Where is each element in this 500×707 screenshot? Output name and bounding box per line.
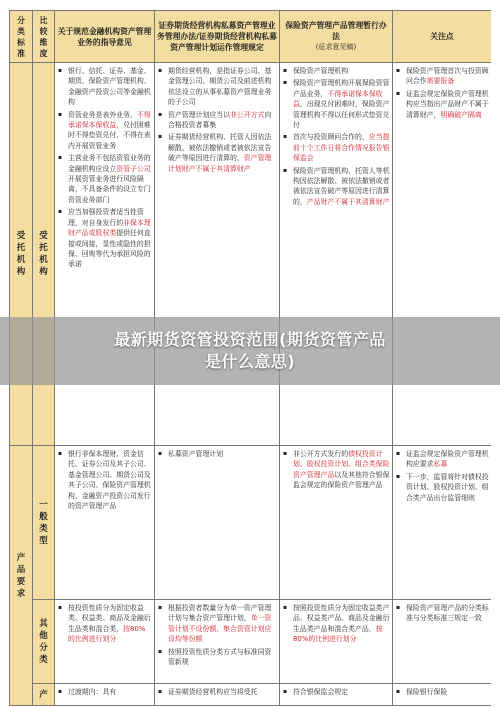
highlight-text: 明确破产隔离 (440, 110, 482, 119)
table-row (10, 446, 492, 600)
bullet-text: 按照投资性质分为固定收益类产品、权益类产品、商品及金融衍生品类产品和混合类产品， (293, 604, 390, 633)
bullet-item (282, 603, 390, 645)
row-dimension: 受托机构 (33, 63, 55, 446)
bullet-item (157, 110, 277, 131)
cell-securities (155, 446, 280, 600)
bullet-text: 证券期货经营机构应当将受托 (168, 688, 258, 696)
bullet-text: 保险资产管理机构、托管人等机构因依法解散、被依法撤销或者被依法宣告破产等原因进行清算的， (293, 166, 390, 206)
bullet-text-tail: 以及其他符合银保监会规定的保险资产管理产品 (293, 470, 390, 490)
header-insurance-rules: 保险资产管理产品管理暂行办法 (征求意见稿) (280, 11, 393, 63)
highlight-text: 资管子公司 (116, 164, 151, 173)
bullet-item (395, 687, 489, 697)
bullet-item (395, 449, 489, 470)
cell-focus (393, 63, 492, 446)
cell-focus (393, 684, 492, 706)
overlay-title-line2: 是什么意思) (204, 352, 296, 371)
bullet-item (57, 687, 152, 697)
bullet-text: 证券期货经营机构、托管人因依法解散、被依法撤销或者被依法宣告破产等原因进行清算的， (168, 133, 272, 163)
cell-securities (155, 63, 280, 446)
bullet-text: 按投资性质分为固定收益类、权益类、商品及金融衍生品类和混合类， (68, 604, 151, 633)
bullet-item (395, 66, 489, 87)
bullet-item (282, 166, 390, 208)
bullet-item (57, 449, 152, 511)
highlight-text: 单一资管计划不设份额，集合资管计划应设均等份额 (168, 614, 272, 644)
highlight-text: 应当提前十个工作日将合作情况报告银保监会 (293, 133, 390, 163)
row-dimension: 其他分类 (33, 600, 55, 684)
highlight-text: 资产管理计划财产不属于其清算财产 (168, 154, 272, 173)
header-focus: 关注点 (393, 11, 492, 63)
bullet-list (55, 446, 154, 514)
bullet-item (157, 449, 277, 459)
header-dimension: 比较维度 (33, 11, 55, 63)
bullet-item (57, 66, 152, 108)
bullet-item (57, 603, 152, 645)
bullet-list (393, 446, 491, 506)
bullet-text: 保险资产管理机构开展保险资管产品业务， (293, 79, 390, 98)
highlight-text: 需要报备 (426, 77, 455, 86)
bullet-item (282, 78, 390, 130)
bullet-text: 根据投资者数量分为单一资产管理计划与集合资产管理计划， (168, 604, 272, 623)
header-row (10, 11, 492, 63)
cell-guideline (55, 446, 155, 600)
header-securities-rules: 证券期货经营机构私募资产管理业务管理办法/证券期货经营机构私募资产管理计划运作管理规定 (155, 11, 280, 63)
overlay-title-line1: 最新期货资管投资范围(期货资管产品 (114, 330, 386, 349)
bullet-text: 下一步，监管将针对债权投资计划、股权投资计划、组合类产品出台监管细则 (406, 472, 489, 502)
row-category: 受托机构 (10, 63, 33, 446)
bullet-list (280, 600, 392, 648)
table-row (10, 63, 492, 446)
bullet-item (157, 132, 277, 174)
bullet-text: 非公开方式发行的 (293, 450, 349, 458)
bullet-item (395, 472, 489, 503)
bullet-text-tail: 向合格投资者募集 (168, 110, 272, 130)
bullet-text: 资产管理计划应当以 (168, 110, 231, 119)
cell-insurance (280, 446, 393, 600)
bullet-text: 资管业务是表外业务， (68, 110, 137, 119)
bullet-list (155, 63, 279, 177)
bullet-text: 证监会规定保险资产管理机构应当指出产品财产不属于清算财产， (406, 89, 489, 119)
bullet-list (280, 63, 392, 210)
bullet-text: 主营业务不包括资管业务的金融机构应设立 (68, 154, 151, 173)
bullet-item (282, 66, 390, 76)
bullet-list (55, 600, 154, 648)
row-dimension: 产 (33, 684, 55, 706)
bullet-text: 保险银行保险 (406, 688, 448, 696)
cell-focus (393, 446, 492, 600)
cell-securities (155, 684, 280, 706)
bullet-text: 证监会规定保险资产管理机构应要求 (406, 450, 489, 469)
cell-insurance (280, 684, 393, 706)
bullet-item (57, 153, 152, 205)
bullet-text-tail: 提供任何直接或间接，显性或隐性的担保、回购等代为承担风险的承诺 (68, 229, 151, 269)
bullet-list (55, 63, 154, 273)
highlight-text: 私募 (433, 460, 448, 469)
bullet-item (395, 603, 489, 624)
bullet-item (282, 687, 390, 697)
bullet-list (280, 446, 392, 494)
row-category: 产品要求 (10, 446, 33, 706)
bullet-list (155, 684, 279, 700)
bullet-list (280, 684, 392, 700)
bullet-item (282, 132, 390, 163)
table-row (10, 600, 492, 684)
row-dimension: 一般类型 (33, 446, 55, 600)
bullet-text: 首次与投资顾问合作的， (293, 133, 369, 142)
bullet-text: 过渡期内：具有 (68, 688, 117, 696)
bullet-text: 保险资产管理机构 (293, 67, 349, 75)
bullet-list (155, 446, 279, 462)
bullet-text: 保险资产管理产品的分类标准与分类标准三规定一致 (406, 604, 489, 623)
bullet-text-tail: 开展资管业务进行风险隔离，不具备条件的设立专门资管业务部门 (68, 175, 151, 204)
bullet-item (157, 687, 277, 697)
bullet-text: 银行非保本理财、资金信托、证券公司及其子公司、基金管理公司、期货公司及其子公司、保险资产管理机构、金融资产投资公司发行的资产管理产品 (68, 450, 151, 511)
cell-guideline (55, 63, 155, 446)
bullet-text: 按照投资性质分类方式与标准同资管新规 (168, 647, 272, 667)
bullet-list (55, 684, 154, 700)
highlight-text: 按80%的比例进行划分 (68, 624, 146, 644)
highlight-text: 非保本理财产品或股权类 (68, 218, 151, 238)
cell-insurance (280, 600, 393, 684)
bullet-text: 期货经营机构，是指证券公司、基金管理公司、期货公司及前述机构依法设立的从事私募资产管理业务的子公司 (168, 67, 272, 107)
cell-guideline (55, 684, 155, 706)
cell-securities (155, 600, 280, 684)
highlight-text: 不得承诺保本保收益 (68, 110, 151, 130)
bullet-text: 银行、信托、证券、基金、期货、保险资产管理机构、金融资产投资公司等金融机构 (68, 67, 151, 107)
bullet-text-tail: ，兑付困难时不得垫资兑付，不得在表内开展资管业务 (68, 121, 151, 150)
highlight-text: 按80%的比例进行划分 (293, 624, 383, 644)
bullet-item (157, 603, 277, 645)
header-category: 分类标准 (10, 11, 33, 63)
cell-focus (393, 600, 492, 684)
bullet-text: 保险资产管理首次与投资顾问合作 (406, 67, 489, 86)
title-overlay-banner (0, 317, 500, 385)
bullet-text: 应当加强投资者适当性管理，对自身发行的 (68, 208, 144, 227)
cell-insurance (280, 63, 393, 446)
bullet-list (393, 600, 491, 627)
table-row (10, 684, 492, 706)
bullet-item (57, 207, 152, 269)
bullet-item (395, 89, 489, 120)
bullet-text: 符合银保监会规定 (293, 688, 349, 696)
bullet-item (157, 647, 277, 668)
bullet-item (57, 110, 152, 152)
header-guideline: 关于规范金融机构资产管理业务的指导意见 (55, 11, 155, 63)
bullet-text: 私募资产管理计划 (168, 450, 224, 458)
highlight-text: 产品财产不属于其清算财产 (306, 197, 390, 206)
bullet-text-tail: ，出现兑付困难时，保险资产管理机构不得以任何形式垫资兑付 (293, 100, 390, 130)
highlight-text: 不得承诺保本保收益 (293, 89, 383, 109)
highlight-text: 债权投资计划、股权投资计划、组合类保险资产管理产品 (293, 450, 390, 479)
bullet-item (157, 66, 277, 108)
highlight-text: 非公开方式 (230, 110, 265, 119)
bullet-list (393, 63, 491, 123)
bullet-list (393, 684, 491, 700)
cell-guideline (55, 600, 155, 684)
bullet-list (155, 600, 279, 670)
bullet-item (282, 449, 390, 491)
